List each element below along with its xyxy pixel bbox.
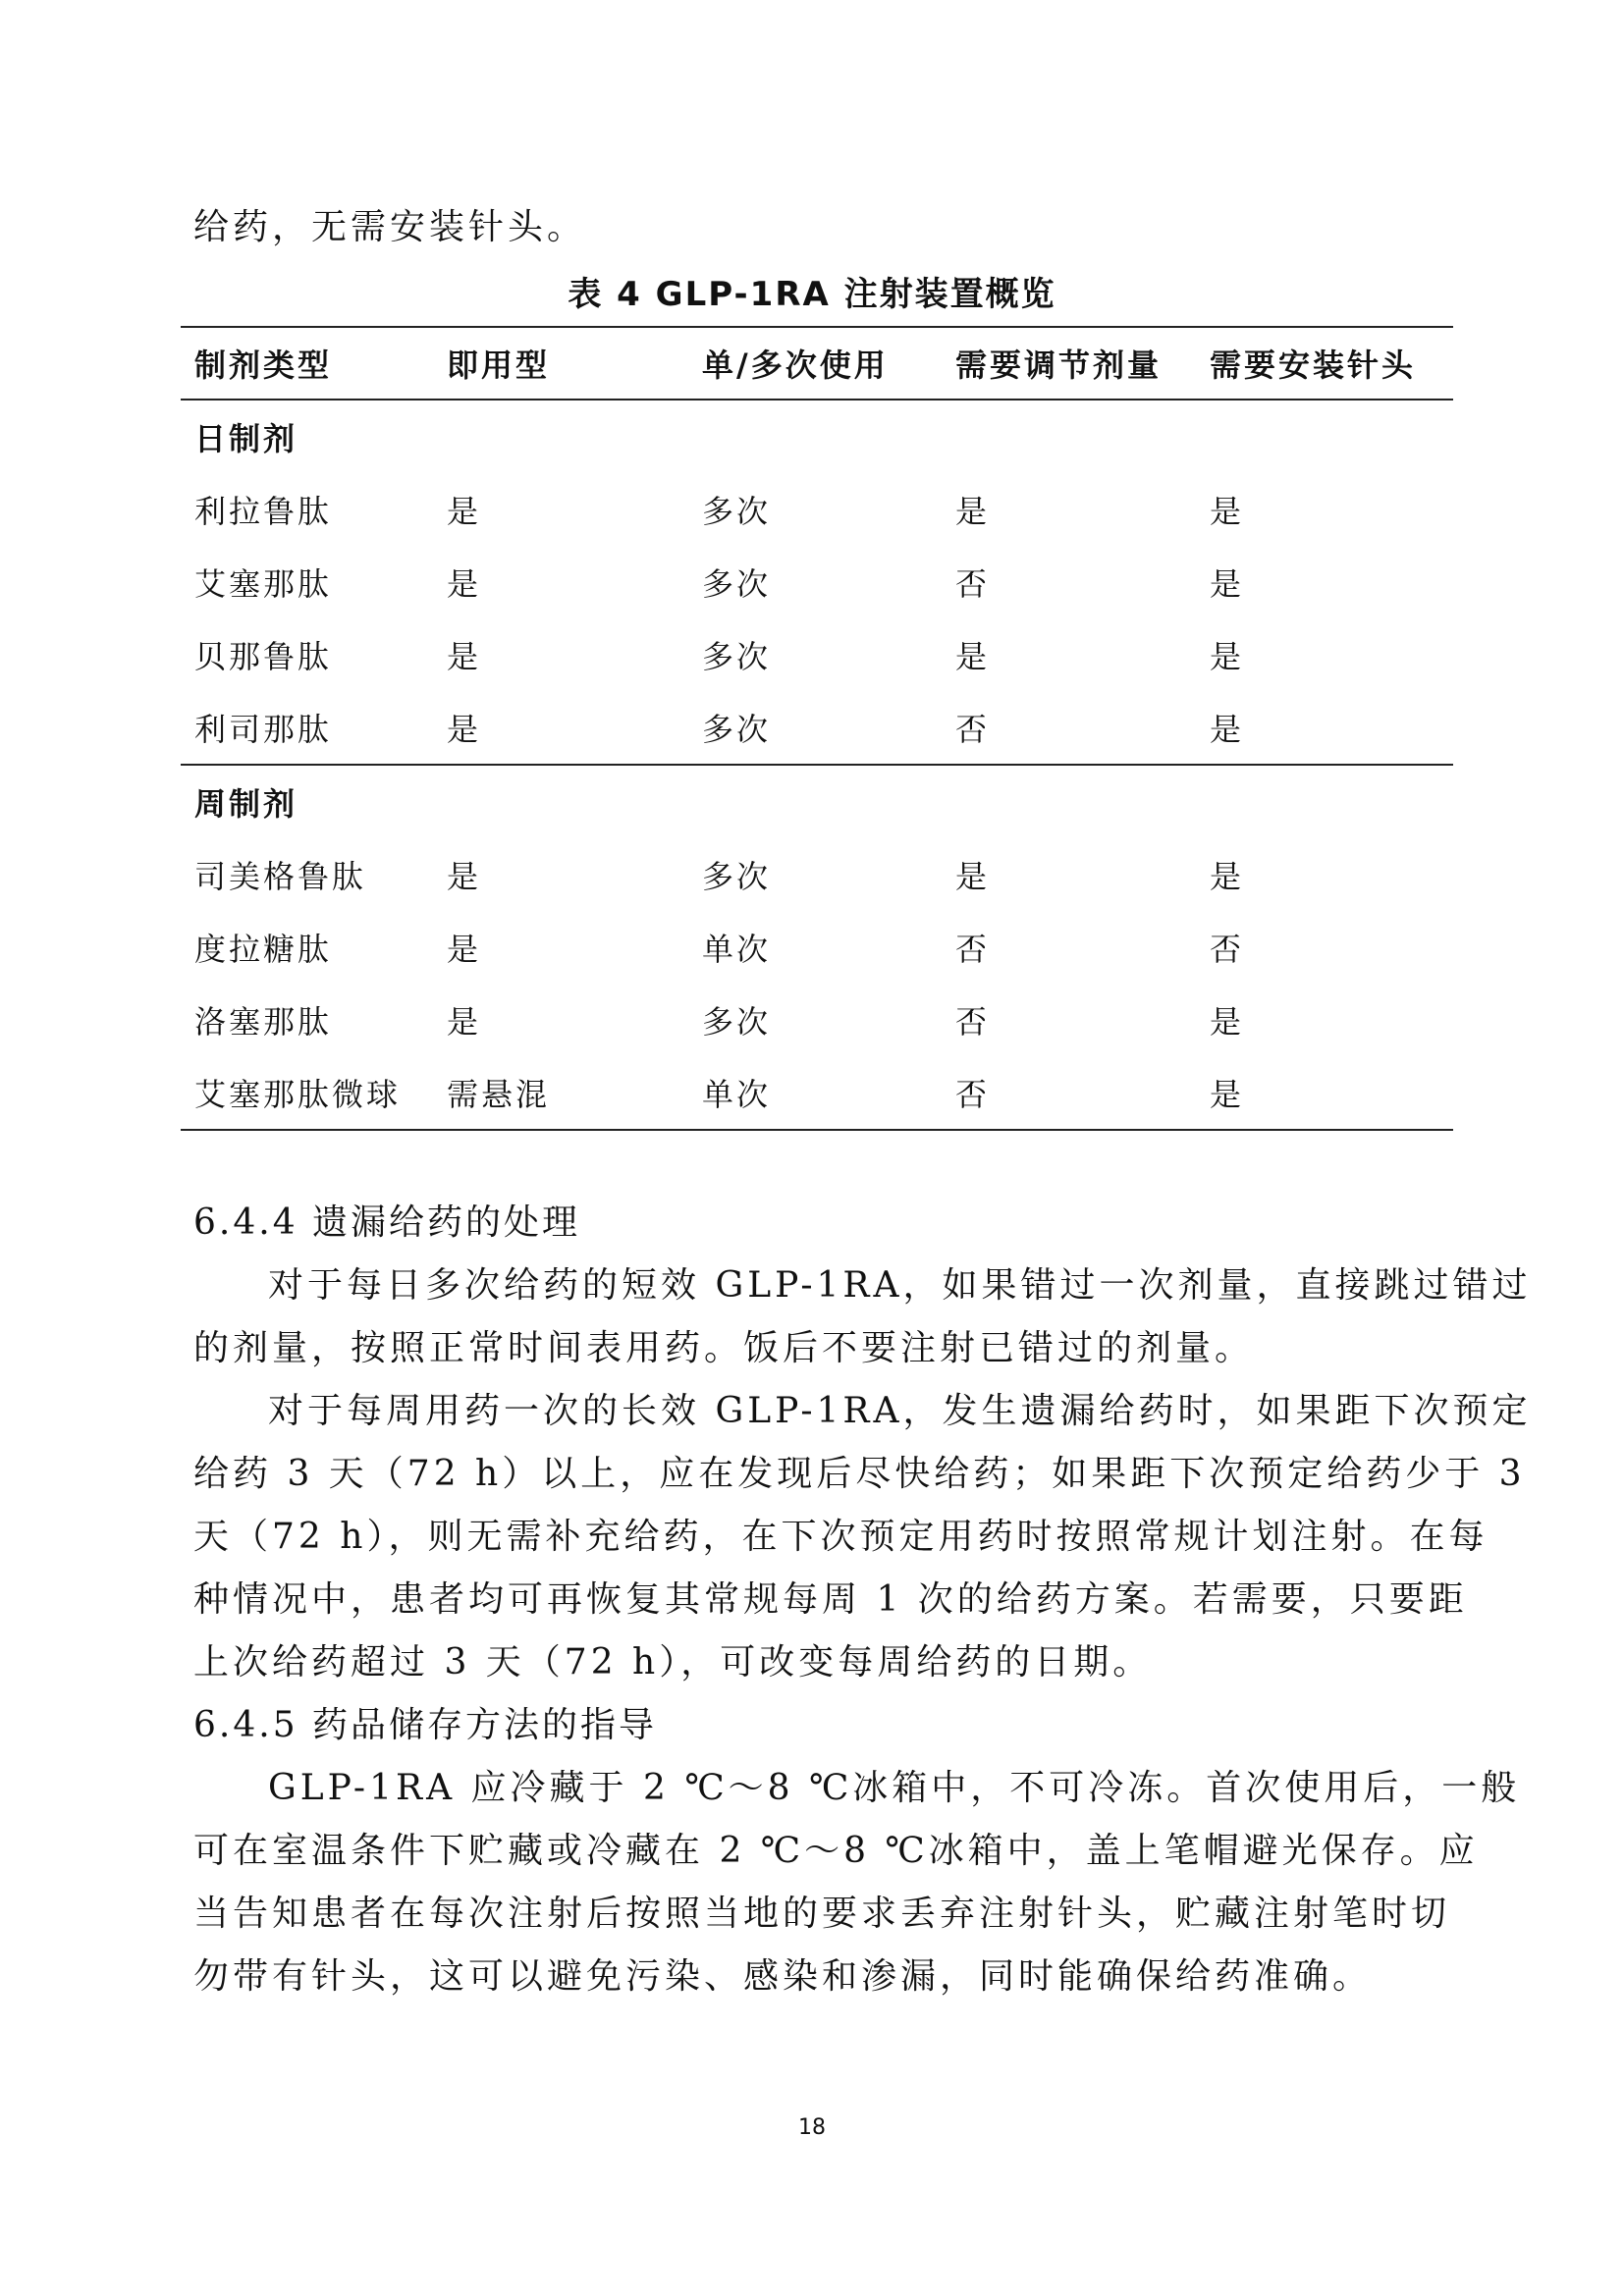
paragraph-short-acting-missed-dose <box>193 1255 1532 1380</box>
group-row-daily <box>181 400 1453 473</box>
header-dose-adjustment: 需要调节剂量 <box>955 347 1163 384</box>
table-cell: 是 <box>1210 1003 1245 1041</box>
table-cell: 是 <box>447 493 482 530</box>
drug-name-cell: 度拉糖肽 <box>194 931 333 968</box>
table-cell: 单次 <box>688 1056 942 1130</box>
table-cell: 多次 <box>702 711 772 748</box>
drug-name-cell: 利司那肽 <box>194 711 333 748</box>
table-cell: 否 <box>955 931 991 968</box>
table-cell: 是 <box>447 638 482 675</box>
table-row <box>181 618 1453 691</box>
table-cell: 是 <box>447 565 482 603</box>
paragraph-line: 当告知患者在每次注射后按照当地的要求丢弃注射针头，贮藏注射笔时切 <box>193 1894 1451 1934</box>
table-row <box>181 1056 1453 1130</box>
group-label-daily: 日制剂 <box>194 420 298 457</box>
paragraph-line: 种情况中，患者均可再恢复其常规每周 1 次的给药方案。若需要，只要距 <box>193 1579 1468 1620</box>
table-cell: 是 <box>1210 493 1245 530</box>
table-cell: 是 <box>447 858 482 895</box>
table-cell: 多次 <box>702 858 772 895</box>
table-cell: 是 <box>955 638 991 675</box>
drug-name-cell: 洛塞那肽 <box>194 1003 333 1041</box>
table-row <box>181 546 1453 618</box>
table-cell: 否 <box>955 711 991 748</box>
lead-text: 给药，无需安装针头。 <box>193 207 587 247</box>
section-heading-missed-dose: 6.4.4 遗漏给药的处理 <box>193 1202 581 1243</box>
page-number: 18 <box>798 2115 826 2140</box>
paragraph-line: GLP-1RA 应冷藏于 2 ℃～8 ℃冰箱中，不可冷冻。首次使用后，一般 <box>268 1768 1521 1808</box>
paragraph-line: 对于每日多次给药的短效 GLP-1RA，如果错过一次剂量，直接跳过错过 <box>268 1265 1532 1306</box>
table-cell: 是 <box>447 1003 482 1041</box>
table-row <box>181 911 1453 984</box>
table-cell: 是 <box>955 858 991 895</box>
table-cell: 否 <box>942 1056 1196 1130</box>
table-cell: 需悬混 <box>433 1056 688 1130</box>
table-cell: 否 <box>1210 931 1245 968</box>
drug-name-cell: 艾塞那肽 <box>194 565 333 603</box>
table-cell: 是 <box>955 493 991 530</box>
group-label-weekly: 周制剂 <box>181 765 1453 838</box>
table-row <box>181 691 1453 765</box>
header-ready-to-use: 即用型 <box>447 347 551 384</box>
section-heading-storage: 6.4.5 药品储存方法的指导 <box>193 1705 658 1745</box>
header-needle-install: 需要安装针头 <box>1210 347 1417 384</box>
table-cell: 单次 <box>702 931 772 968</box>
paragraph-line: 的剂量，按照正常时间表用药。饭后不要注射已错过的剂量。 <box>193 1328 1255 1368</box>
table-cell: 多次 <box>702 493 772 530</box>
table-cell: 多次 <box>702 1003 772 1041</box>
drug-name-cell: 贝那鲁肽 <box>194 638 333 675</box>
table-header-row <box>181 327 1453 400</box>
injection-device-table <box>181 326 1453 1131</box>
table-caption: 表 4 GLP-1RA 注射装置概览 <box>568 275 1056 314</box>
table-cell: 是 <box>1210 858 1245 895</box>
header-formulation-type: 制剂类型 <box>194 347 333 384</box>
table-cell: 是 <box>447 711 482 748</box>
table-cell: 多次 <box>702 638 772 675</box>
table-cell: 是 <box>447 931 482 968</box>
drug-name-cell: 艾塞那肽微球 <box>181 1056 433 1130</box>
table-row <box>181 473 1453 546</box>
paragraph-line: 给药 3 天（72 h）以上，应在发现后尽快给药；如果距下次预定给药少于 3 <box>193 1454 1526 1494</box>
paragraph-storage-guidance <box>193 1757 1521 2008</box>
header-single-multi-use: 单/多次使用 <box>702 347 889 384</box>
table-cell: 是 <box>1196 1056 1453 1130</box>
paragraph-line: 勿带有针头，这可以避免污染、感染和渗漏，同时能确保给药准确。 <box>193 1956 1373 1997</box>
paragraph-line: 天（72 h），则无需补充给药，在下次预定用药时按照常规计划注射。在每 <box>193 1517 1489 1557</box>
paragraph-long-acting-missed-dose <box>193 1380 1532 1694</box>
paragraph-line: 可在室温条件下贮藏或冷藏在 2 ℃～8 ℃冰箱中，盖上笔帽避光保存。应 <box>193 1831 1479 1871</box>
table-cell: 是 <box>1210 565 1245 603</box>
paragraph-line: 上次给药超过 3 天（72 h），可改变每周给药的日期。 <box>193 1642 1153 1682</box>
table-cell: 是 <box>1210 711 1245 748</box>
paragraph-line: 对于每周用药一次的长效 GLP-1RA，发生遗漏给药时，如果距下次预定 <box>268 1391 1532 1431</box>
table-cell: 否 <box>955 1003 991 1041</box>
drug-name-cell: 利拉鲁肽 <box>194 493 333 530</box>
group-row-weekly <box>181 765 1453 838</box>
table-row <box>181 838 1453 911</box>
table-cell: 否 <box>955 565 991 603</box>
table-row <box>181 984 1453 1056</box>
table-cell: 多次 <box>702 565 772 603</box>
table-cell: 是 <box>1210 638 1245 675</box>
drug-name-cell: 司美格鲁肽 <box>194 858 367 895</box>
